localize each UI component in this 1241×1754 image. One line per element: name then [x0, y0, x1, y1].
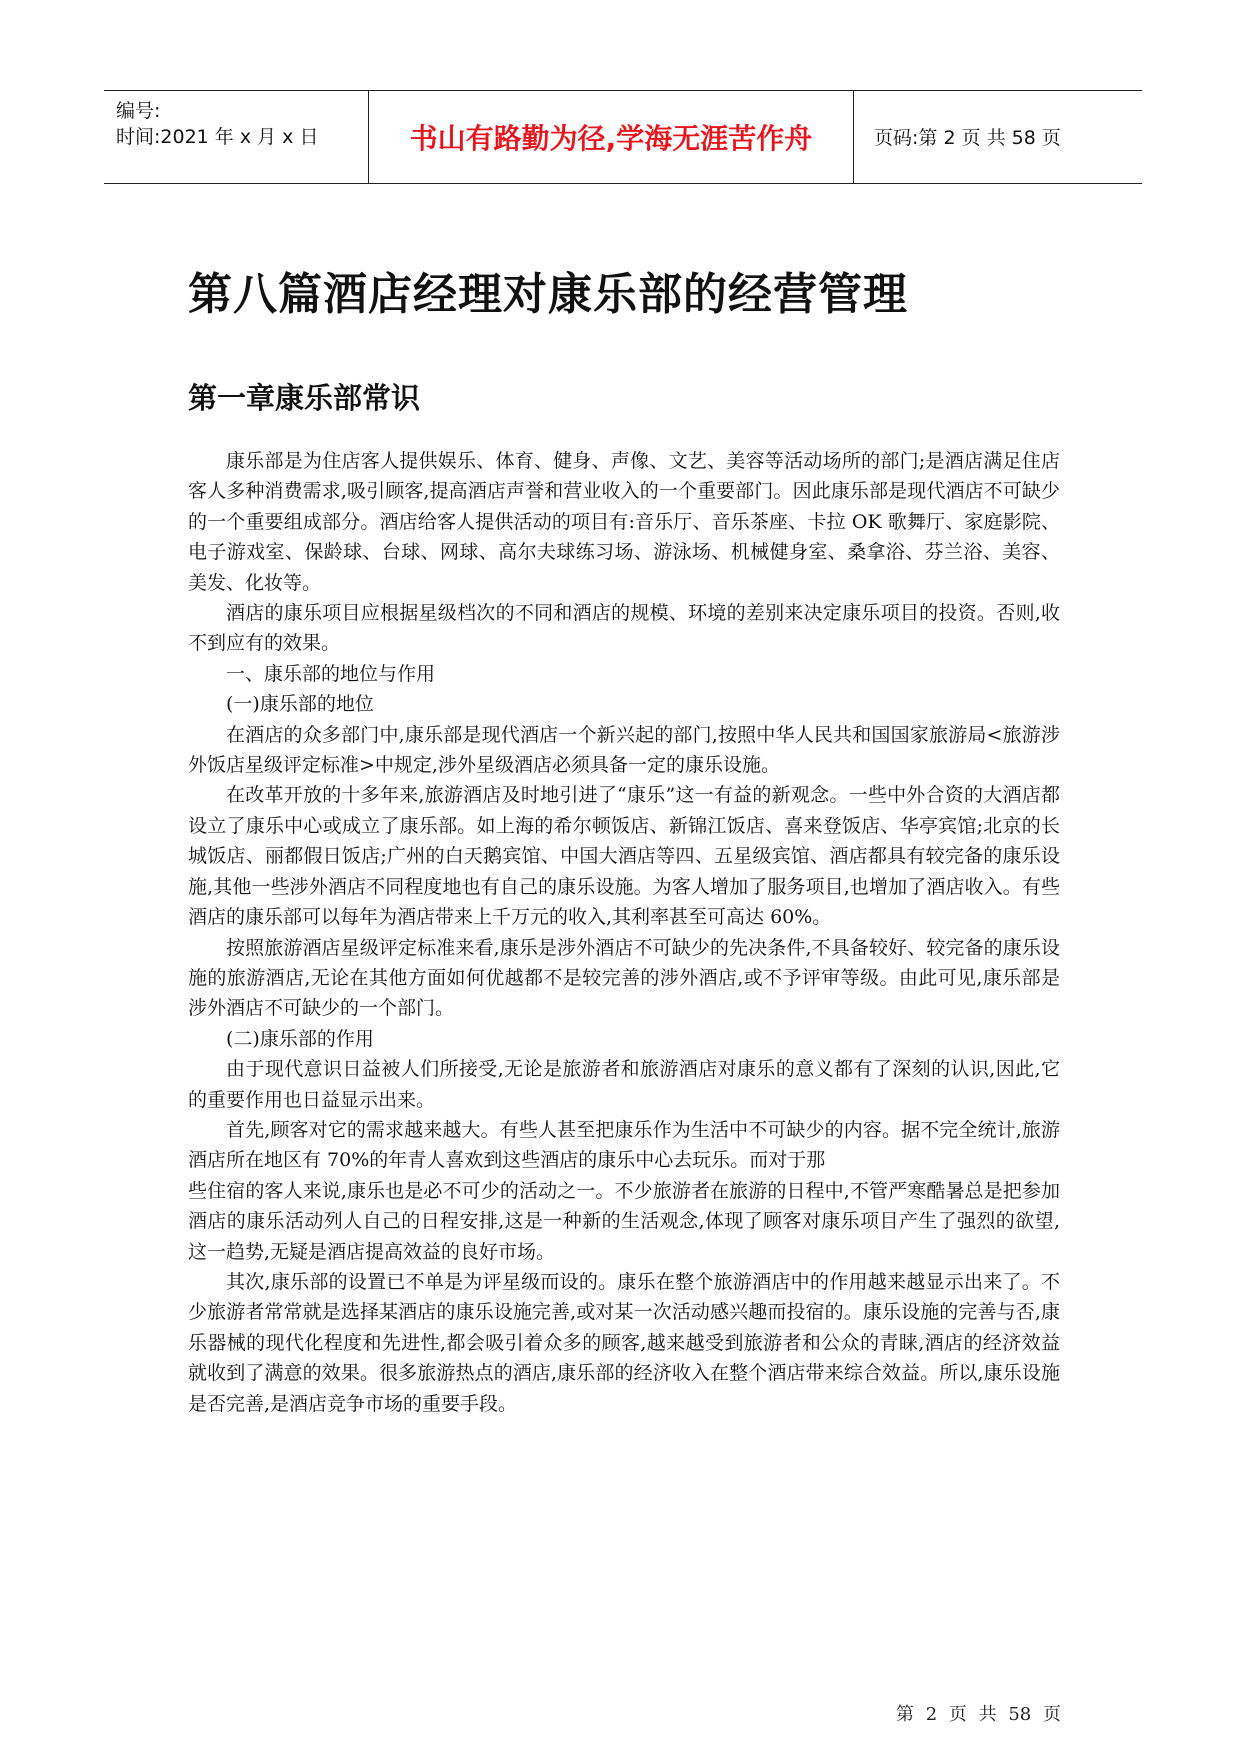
paragraph: 在酒店的众多部门中,康乐部是现代酒店一个新兴起的部门,按照中华人民共和国国家旅游局<旅游涉外饭店星级评定标准>中规定,涉外星级酒店必须具备一定的康乐设施。 [188, 723, 1060, 777]
page-footer: 第 2 页 共 58 页 [896, 1704, 1061, 1725]
page-header [104, 90, 1142, 184]
paragraph-continuation: 些住宿的客人来说,康乐也是必不可少的活动之一。不少旅游者在旅游的日程中,不管严寒酷暑总是把参加酒店的康乐活动列人自己的日程安排,这是一种新的生活观念,体现了顾客对康乐项目产生了强烈的欲望,这一趋势,无疑是酒店提高效益的良好市场。 [188, 1179, 1060, 1263]
paragraph: 首先,顾客对它的需求越来越大。有些人甚至把康乐作为生活中不可缺少的内容。据不完全统计,旅游酒店所在地区有 70%的年青人喜欢到这些酒店的康乐中心去玩乐。而对于那 [188, 1118, 1060, 1172]
motto-text: 书山有路勤为径,学海无涯苦作舟 [409, 122, 813, 155]
paragraph: 康乐部是为住店客人提供娱乐、体育、健身、声像、文艺、美容等活动场所的部门;是酒店满足住店客人多种消费需求,吸引顾客,提高酒店声誉和营业收入的一个重要部门。因此康乐部是现代酒店不可缺少的一个重要组成部分。酒店给客人提供活动的项目有:音乐厅、音乐茶座、卡拉 OK 歌舞厅、家庭影院、电子游戏室、保龄球、台球、网球、高尔夫球练习场、游泳场、机械健身室、桑拿浴、芬兰浴、美容、美发、化妆等。 [188, 450, 1060, 594]
paragraph: 其次,康乐部的设置已不单是为评星级而设的。康乐在整个旅游酒店中的作用越来越显示出来了。不少旅游者常常就是选择某酒店的康乐设施完善,或对某一次活动感兴趣而投宿的。康乐设施的完善与否,康乐器械的现代化程度和先进性,都会吸引着众多的顾客,越来越受到旅游者和公众的青睐,酒店的经济效益就收到了满意的效果。很多旅游热点的酒店,康乐部的经济收入在整个酒店带来综合效益。所以,康乐设施是否完善,是酒店竞争市场的重要手段。 [188, 1270, 1060, 1415]
subsection-heading: (一)康乐部的地位 [226, 693, 374, 716]
header-meta-cell [104, 91, 369, 183]
chapter-title: 第一章康乐部常识 [188, 381, 421, 415]
header-motto-cell [369, 91, 854, 183]
subsection-heading: (二)康乐部的作用 [226, 1027, 374, 1050]
paragraph: 按照旅游酒店星级评定标准来看,康乐是涉外酒店不可缺少的先决条件,不具备较好、较完备的康乐设施的旅游酒店,无论在其他方面如何优越都不是较完善的涉外酒店,或不予评审等级。由此可见,康乐部是涉外酒店不可缺少的一个部门。 [188, 936, 1060, 1020]
section-heading: 一、康乐部的地位与作用 [226, 662, 436, 685]
page-code-label: 页码:第 2 页 共 58 页 [874, 127, 1061, 149]
header-page-cell [854, 91, 1142, 183]
body-text [188, 446, 1060, 1419]
paragraph: 由于现代意识日益被人们所接受,无论是旅游者和旅游酒店对康乐的意义都有了深刻的认识,因此,它的重要作用也日益显示出来。 [188, 1058, 1060, 1111]
document-title: 第八篇酒店经理对康乐部的经营管理 [188, 269, 908, 320]
document-time-label: 时间:2021 年 x 月 x 日 [116, 126, 319, 148]
paragraph: 在改革开放的十多年来,旅游酒店及时地引进了“康乐”这一有益的新观念。一些中外合资的大酒店都设立了康乐中心或成立了康乐部。如上海的希尔顿饭店、新锦江饭店、喜来登饭店、华亭宾馆;北京的长城饭店、丽都假日饭店;广州的白天鹅宾馆、中国大酒店等四、五星级宾馆、酒店都具有较完备的康乐设施,其他一些涉外酒店不同程度地也有自己的康乐设施。为客人增加了服务项目,也增加了酒店收入。有些酒店的康乐部可以每年为酒店带来上千万元的收入,其利率甚至可高达 60%。 [188, 784, 1060, 929]
document-number-label: 编号: [116, 100, 161, 122]
paragraph: 酒店的康乐项目应根据星级档次的不同和酒店的规模、环境的差别来决定康乐项目的投资。否则,收不到应有的效果。 [188, 602, 1060, 655]
